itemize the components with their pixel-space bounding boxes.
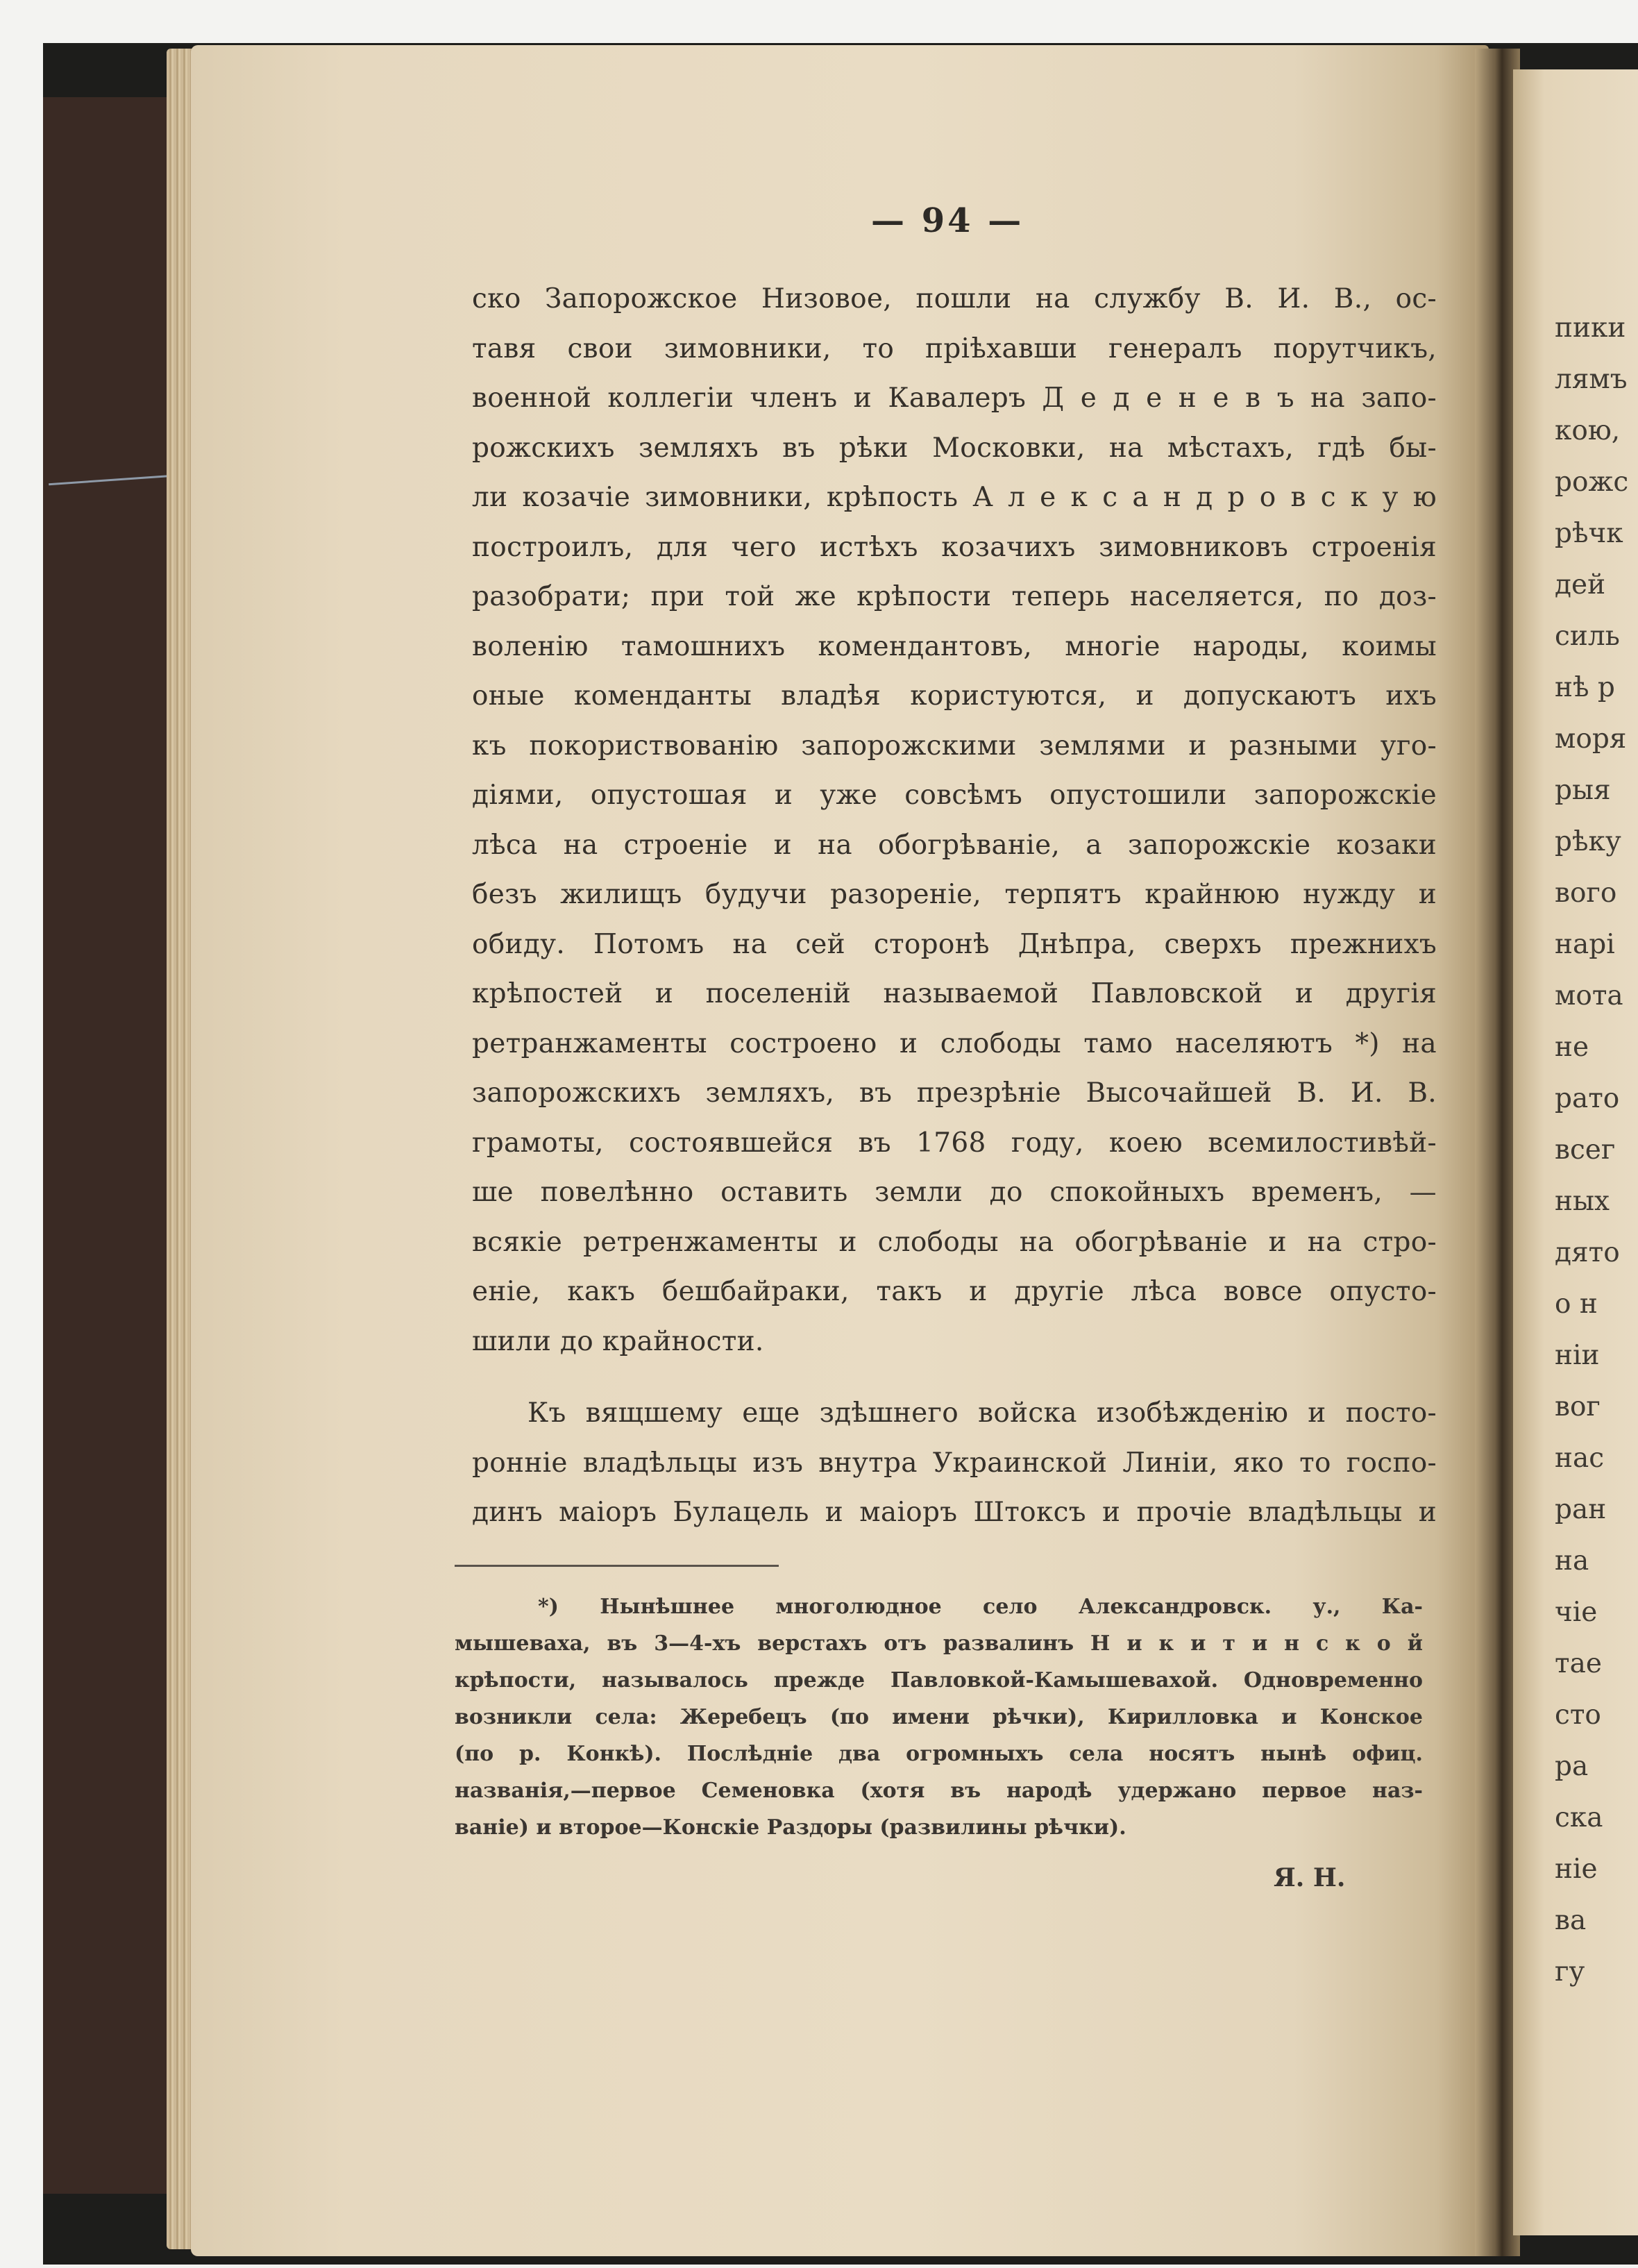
paragraph-2 [472, 1388, 1437, 1538]
facing-page-word: нѣ р [1555, 672, 1615, 703]
facing-page-word: лямъ [1555, 364, 1628, 395]
text-line: безъ жилищъ будучи разореніе, терпятъ крайнюю нужду и [472, 879, 1437, 910]
book-cover-board [43, 97, 182, 2194]
text-line: діями, опустошая и уже совсѣмъ опустошили запорожскіе [472, 780, 1437, 811]
text-line: военной коллегіи членъ и Кавалеръ Д е д е н е в ъ на запо- [472, 383, 1437, 414]
footnote-line: крѣпости, называлось прежде Павловкой-Камышевахой. Одновременно [455, 1668, 1423, 1692]
facing-page-word: ніе [1555, 1854, 1598, 1885]
main-text [472, 274, 1437, 1538]
facing-page-word: о н [1555, 1288, 1598, 1320]
paragraph-1 [472, 274, 1437, 1366]
facing-page-word: чіе [1555, 1597, 1598, 1628]
facing-page-word: рѣчк [1555, 518, 1623, 549]
facing-page-word: силь [1555, 621, 1620, 652]
footnote-line: (по р. Конкѣ). Послѣдніе два огромныхъ села носятъ нынѣ офиц. [455, 1742, 1423, 1766]
footnote-line: возникли села: Жеребецъ (по имени рѣчки), Кирилловка и Конское [455, 1705, 1423, 1729]
facing-page-word: ран [1555, 1494, 1607, 1525]
text-line: ретранжаменты состроено и слободы тамо населяютъ *) на [472, 1027, 1437, 1059]
text-line: обиду. Потомъ на сей сторонѣ Днѣпра, сверхъ прежнихъ [472, 928, 1437, 960]
facing-page-word: нас [1555, 1443, 1605, 1474]
footnote-rule [455, 1565, 779, 1567]
facing-page-word: рыя [1555, 775, 1611, 806]
text-line: къ покориствованію запорожскими землями и разными уго- [472, 730, 1437, 762]
facing-page-word: рато [1555, 1083, 1620, 1114]
facing-page-word: тае [1555, 1648, 1602, 1679]
text-line: ронніе владѣльцы изъ внутра Украинской Линіи, яко то госпо- [472, 1447, 1437, 1479]
facing-page-word: не [1555, 1032, 1589, 1063]
facing-page-fragment [1513, 69, 1638, 2235]
text-line: ше повелѣнно оставить земли до спокойныхъ временъ, — [472, 1177, 1437, 1208]
facing-page-word: ска [1555, 1802, 1603, 1833]
facing-page-word: рожс [1555, 467, 1629, 498]
text-line: лѣса на строеніе и на обогрѣваніе, а запорожскіе козаки [472, 829, 1437, 861]
text-line: ли козачіе зимовники, крѣпость А л е к с а н д р о в с к у ю [472, 482, 1437, 513]
footnote-line: названія,—первое Семеновка (хотя въ народѣ удержано первое наз- [455, 1779, 1423, 1803]
facing-page-word: гу [1555, 1956, 1585, 1988]
page-number: — 94 — [871, 201, 1024, 240]
footnote [455, 1588, 1423, 1846]
text-line: рожскихъ земляхъ въ рѣки Московки, на мѣстахъ, гдѣ бы- [472, 432, 1437, 464]
facing-page-word: дей [1555, 569, 1606, 600]
facing-page-word: рѣку [1555, 826, 1621, 857]
text-line: построилъ, для чего истѣхъ козачихъ зимовниковъ строенія [472, 531, 1437, 563]
facing-page-word: сто [1555, 1699, 1601, 1731]
facing-page-word: кою, [1555, 415, 1621, 446]
text-line: запорожскихъ земляхъ, въ презрѣніе Высочайшей В. И. В. [472, 1077, 1437, 1109]
text-line: воленію тамошнихъ комендантовъ, многіе народы, коимы [472, 630, 1437, 662]
facing-page-word: моря [1555, 723, 1627, 755]
facing-page-word: всег [1555, 1134, 1616, 1166]
footnote-line: *) Нынѣшнее многолюдное село Александровск. у., Ка- [538, 1595, 1423, 1619]
facing-page-word: ніи [1555, 1340, 1600, 1371]
text-line: шили до крайности. [472, 1325, 764, 1357]
footnote-line: мышеваха, въ 3—4-хъ верстахъ отъ развалинъ Н и к и т и н с к о й [455, 1631, 1423, 1656]
text-line: крѣпостей и поселеній называемой Павловской и другія [472, 978, 1437, 1009]
text-line: ско Запорожское Низовое, пошли на службу В. И. В., ос- [472, 283, 1437, 314]
text-line: еніе, какъ бешбайраки, такъ и другіе лѣса вовсе опусто- [472, 1276, 1437, 1307]
facing-page-word: на [1555, 1545, 1589, 1577]
facing-page-word: ра [1555, 1751, 1589, 1782]
text-line: грамоты, состоявшейся въ 1768 году, коею всемилостивѣй- [472, 1127, 1437, 1159]
text-line: динъ маіоръ Булацель и маіоръ Штоксъ и прочіе владѣльцы и [472, 1497, 1437, 1528]
facing-page-word: нарі [1555, 929, 1615, 960]
footnote-line: ваніе) и второе—Конскіе Раздоры (развилины рѣчки). [455, 1815, 1126, 1840]
facing-page-word: дято [1555, 1237, 1620, 1268]
signature: Я. Н. [1274, 1863, 1346, 1892]
facing-page-word: вог [1555, 1391, 1601, 1422]
facing-page-word: вого [1555, 877, 1617, 909]
text-line: тавя свои зимовники, то пріѣхавши генералъ порутчикъ, [472, 333, 1437, 364]
text-line: оные коменданты владѣя користуются, и допускаютъ ихъ [472, 680, 1437, 712]
facing-page-word: ных [1555, 1186, 1610, 1217]
facing-page-word: мота [1555, 980, 1623, 1011]
text-line: всякіе ретренжаменты и слободы на обогрѣваніе и на стро- [472, 1226, 1437, 1258]
facing-page-word: пики [1555, 312, 1626, 344]
text-line: Къ вящшему еще здѣшнего войска изобѣжденію и посто- [527, 1397, 1437, 1429]
text-line: разобрати; при той же крѣпости теперь населяется, по доз- [472, 581, 1437, 612]
facing-page-word: ва [1555, 1905, 1587, 1936]
